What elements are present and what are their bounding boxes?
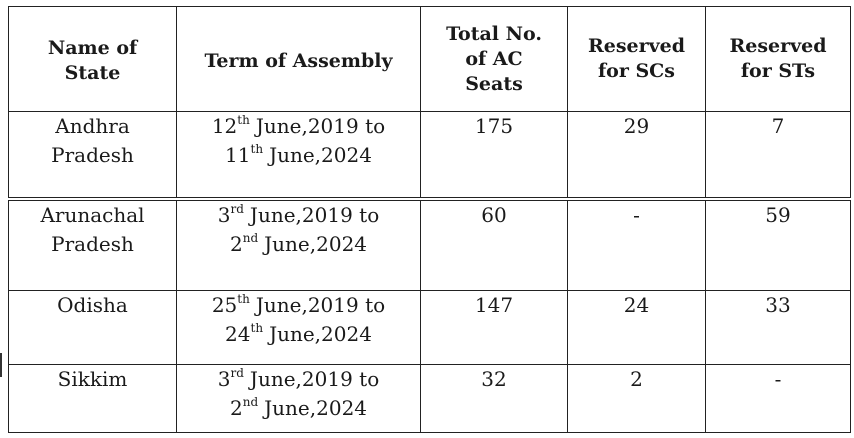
table-row	[9, 112, 851, 198]
table-row	[9, 365, 851, 433]
page-edge-mark	[0, 353, 2, 377]
table-row	[9, 291, 851, 365]
assembly-table-part-1	[8, 6, 851, 198]
header-reserved-sc: Reserved for SCs	[568, 7, 706, 112]
reserved-sc: -	[568, 201, 706, 291]
reserved-st: -	[706, 365, 851, 433]
state-name: Sikkim	[9, 365, 177, 433]
total-seats: 32	[421, 365, 568, 433]
reserved-st: 59	[706, 201, 851, 291]
assembly-term: 25th June,2019 to 24th June,2024	[177, 291, 421, 365]
header-total-seats: Total No. of AC Seats	[421, 7, 568, 112]
state-name: Arunachal Pradesh	[9, 201, 177, 291]
total-seats: 175	[421, 112, 568, 198]
table-row	[9, 201, 851, 291]
header-reserved-st: Reserved for STs	[706, 7, 851, 112]
reserved-st: 33	[706, 291, 851, 365]
header-state: Name of State	[9, 7, 177, 112]
assembly-term: 3rd June,2019 to 2nd June,2024	[177, 365, 421, 433]
header-term: Term of Assembly	[177, 7, 421, 112]
state-name: Andhra Pradesh	[9, 112, 177, 198]
reserved-st: 7	[706, 112, 851, 198]
reserved-sc: 24	[568, 291, 706, 365]
reserved-sc: 2	[568, 365, 706, 433]
state-name: Odisha	[9, 291, 177, 365]
total-seats: 60	[421, 201, 568, 291]
assembly-table-part-2	[8, 200, 851, 433]
table-header-row	[9, 7, 851, 112]
total-seats: 147	[421, 291, 568, 365]
assembly-term: 3rd June,2019 to 2nd June,2024	[177, 201, 421, 291]
reserved-sc: 29	[568, 112, 706, 198]
assembly-term: 12th June,2019 to 11th June,2024	[177, 112, 421, 198]
